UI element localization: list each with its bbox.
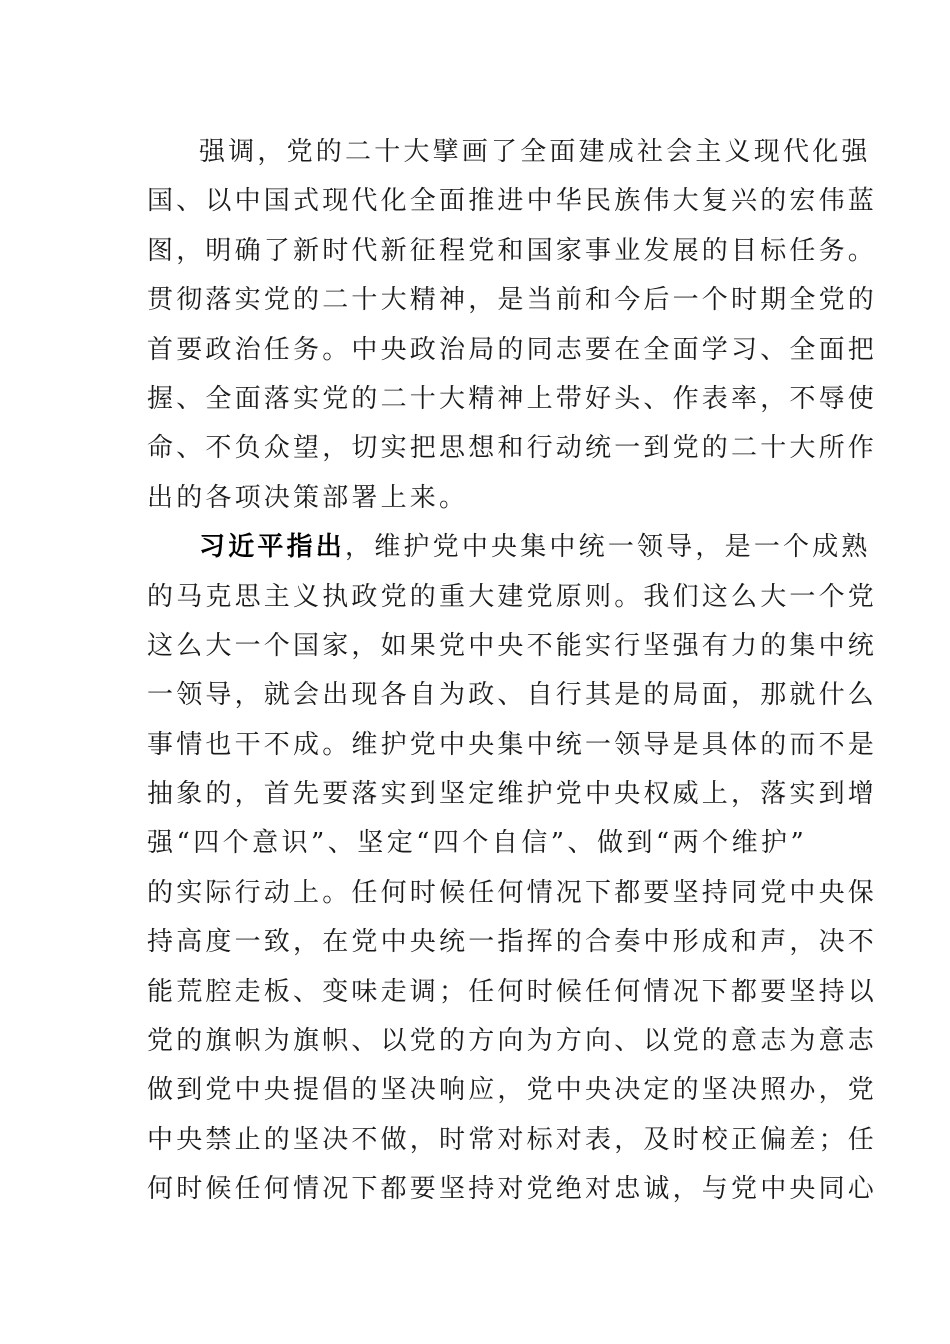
body-text <box>147 128 878 1215</box>
paragraph-line: 的马克思主义执政党的重大建党原则。我们这么大一个党 <box>147 581 878 612</box>
paragraph-2 <box>147 523 878 1214</box>
paragraph-line: 图，明确了新时代新征程党和国家事业发展的目标任务。 <box>147 235 878 266</box>
paragraph-1 <box>147 128 878 523</box>
paragraph-line: 出的各项决策部署上来。 <box>147 482 469 513</box>
paragraph-line: 做到党中央提倡的坚决响应，党中央决定的坚决照办，党 <box>147 1075 878 1106</box>
paragraph-first-line-rest: ，维护党中央集中统一领导，是一个成熟 <box>345 532 871 563</box>
paragraph-line: 抽象的，首先要落实到坚定维护党中央权威上，落实到增 <box>147 779 878 810</box>
paragraph-line: 国、以中国式现代化全面推进中华民族伟大复兴的宏伟蓝 <box>147 186 878 217</box>
paragraph-line: 命、不负众望，切实把思想和行动统一到党的二十大所作 <box>147 433 878 464</box>
paragraph-line: 事情也干不成。维护党中央集中统一领导是具体的而不是 <box>147 729 878 760</box>
paragraph-line: 持高度一致，在党中央统一指挥的合奏中形成和声，决不 <box>147 927 878 958</box>
paragraph-line: 握、全面落实党的二十大精神上带好头、作表率，不辱使 <box>147 383 878 414</box>
paragraph-line: 贯彻落实党的二十大精神，是当前和今后一个时期全党的 <box>147 285 878 316</box>
paragraph-line: 何时候任何情况下都要坚持对党绝对忠诚，与党中央同心 <box>147 1174 878 1205</box>
paragraph-line: 党的旗帜为旗帜、以党的方向为方向、以党的意志为意志 <box>147 1026 878 1057</box>
paragraph-line: 强“四个意识”、坚定“四个自信”、做到“两个维护” <box>147 828 807 859</box>
paragraph-line: 一领导，就会出现各自为政、自行其是的局面，那就什么 <box>147 680 878 711</box>
paragraph-line: 的实际行动上。任何时候任何情况下都要坚持同党中央保 <box>147 877 878 908</box>
paragraph-line: 能荒腔走板、变味走调；任何时候任何情况下都要坚持以 <box>147 976 878 1007</box>
paragraph-line: 中央禁止的坚决不做，时常对标对表，及时校正偏差；任 <box>147 1124 878 1155</box>
paragraph-line: 这么大一个国家，如果党中央不能实行坚强有力的集中统 <box>147 630 878 661</box>
paragraph-lead-bold: 习近平指出 <box>199 532 346 563</box>
paragraph-line: 强调，党的二十大擘画了全面建成社会主义现代化强 <box>199 137 871 167</box>
paragraph-line: 首要政治任务。中央政治局的同志要在全面学习、全面把 <box>147 334 878 365</box>
paragraph-first-line <box>147 523 871 572</box>
